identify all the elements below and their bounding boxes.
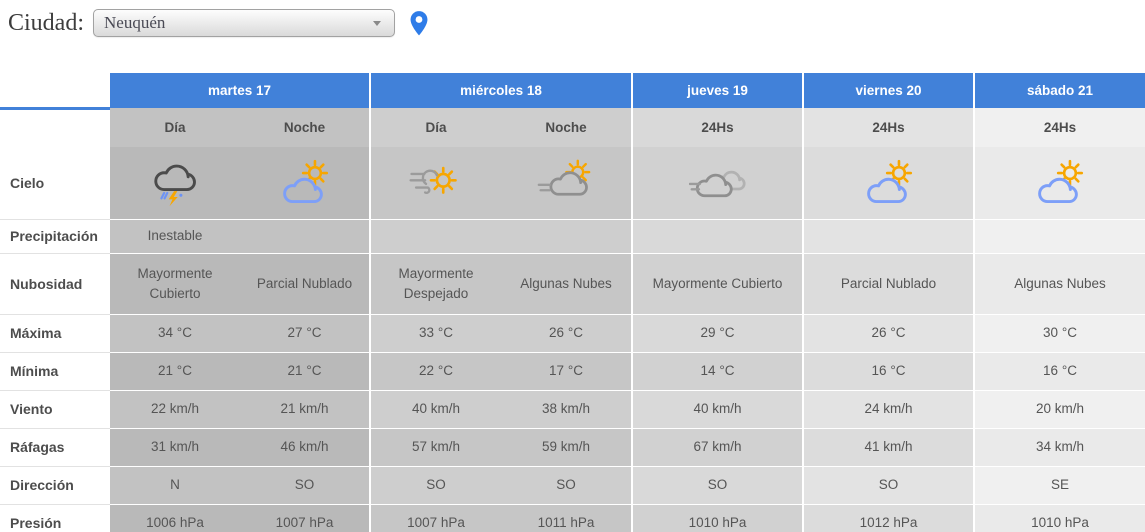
table-row — [0, 504, 1145, 532]
clouds-wind-icon — [632, 147, 803, 220]
period-header-row — [0, 108, 1145, 147]
cell-value: 1007 hPa — [240, 504, 370, 532]
cell-value: 21 km/h — [240, 390, 370, 428]
cell-value: 26 °C — [501, 314, 632, 352]
cell-value: 16 °C — [974, 352, 1145, 390]
table-row — [0, 147, 1145, 220]
row-label: Mínima — [0, 352, 110, 390]
period-header: Día — [110, 108, 240, 147]
cell-value: 17 °C — [501, 352, 632, 390]
row-label: Máxima — [0, 314, 110, 352]
cell-value: N — [110, 466, 240, 504]
cell-value: Mayormente Despejado — [370, 253, 501, 314]
cell-value: Mayormente Cubierto — [632, 253, 803, 314]
cell-value: 1011 hPa — [501, 504, 632, 532]
cell-value: Parcial Nublado — [240, 253, 370, 314]
cell-value — [370, 219, 501, 253]
row-label: Nubosidad — [0, 253, 110, 314]
cell-value: 1012 hPa — [803, 504, 974, 532]
sun-cloud-icon — [803, 147, 974, 220]
cell-value: SO — [803, 466, 974, 504]
city-select[interactable] — [93, 9, 395, 37]
day-header: jueves 19 — [632, 73, 803, 108]
cell-value: 22 °C — [370, 352, 501, 390]
cell-value: 40 km/h — [632, 390, 803, 428]
sun-wind-icon — [370, 147, 501, 220]
cell-value: 26 °C — [803, 314, 974, 352]
cell-value: 34 km/h — [974, 428, 1145, 466]
row-label: Precipitación — [0, 219, 110, 253]
cell-value: 22 km/h — [110, 390, 240, 428]
table-corner-sub — [0, 108, 110, 147]
cell-value: 21 °C — [240, 352, 370, 390]
cell-value: 57 km/h — [370, 428, 501, 466]
cell-value: 59 km/h — [501, 428, 632, 466]
day-header: miércoles 18 — [370, 73, 632, 108]
cell-value: 46 km/h — [240, 428, 370, 466]
cell-value: Mayormente Cubierto — [110, 253, 240, 314]
cell-value: 1007 hPa — [370, 504, 501, 532]
sun-cloud-icon — [974, 147, 1145, 220]
cell-value — [501, 219, 632, 253]
cell-value: 31 km/h — [110, 428, 240, 466]
table-corner — [0, 73, 110, 108]
forecast-table-head — [0, 73, 1145, 147]
row-label: Ráfagas — [0, 428, 110, 466]
table-row — [0, 352, 1145, 390]
cell-value: SO — [632, 466, 803, 504]
forecast-table-body — [0, 147, 1145, 532]
cell-value: 38 km/h — [501, 390, 632, 428]
table-row — [0, 253, 1145, 314]
period-header: Día — [370, 108, 501, 147]
cell-value: SE — [974, 466, 1145, 504]
cell-value: SO — [370, 466, 501, 504]
cell-value: Algunas Nubes — [501, 253, 632, 314]
period-header: 24Hs — [632, 108, 803, 147]
location-pin-icon[interactable] — [408, 9, 430, 38]
cell-value: SO — [501, 466, 632, 504]
cell-value: 1006 hPa — [110, 504, 240, 532]
cell-value: 16 °C — [803, 352, 974, 390]
day-header: sábado 21 — [974, 73, 1145, 108]
cell-value: Inestable — [110, 219, 240, 253]
storm-icon — [110, 147, 240, 220]
day-header: viernes 20 — [803, 73, 974, 108]
row-label: Presión — [0, 504, 110, 532]
sun-cloud-icon — [240, 147, 370, 220]
cell-value: 24 km/h — [803, 390, 974, 428]
cell-value: 21 °C — [110, 352, 240, 390]
cell-value — [632, 219, 803, 253]
cell-value — [974, 219, 1145, 253]
cell-value: 27 °C — [240, 314, 370, 352]
table-row — [0, 390, 1145, 428]
cell-value: 29 °C — [632, 314, 803, 352]
cell-value: 41 km/h — [803, 428, 974, 466]
cell-value: 33 °C — [370, 314, 501, 352]
city-selector-bar — [0, 6, 430, 40]
day-header: martes 17 — [110, 73, 370, 108]
row-label: Dirección — [0, 466, 110, 504]
cell-value: Algunas Nubes — [974, 253, 1145, 314]
cell-value: 67 km/h — [632, 428, 803, 466]
cell-value: 30 °C — [974, 314, 1145, 352]
period-header: 24Hs — [974, 108, 1145, 147]
cell-value — [240, 219, 370, 253]
cloud-sun-wind-icon — [501, 147, 632, 220]
city-label: Ciudad: — [8, 9, 84, 36]
cell-value — [803, 219, 974, 253]
table-row — [0, 219, 1145, 253]
cell-value: SO — [240, 466, 370, 504]
cell-value: 40 km/h — [370, 390, 501, 428]
row-label: Viento — [0, 390, 110, 428]
chevron-down-icon — [373, 21, 381, 26]
day-header-row — [0, 73, 1145, 108]
forecast-table — [0, 73, 1145, 532]
table-row — [0, 428, 1145, 466]
period-header: Noche — [501, 108, 632, 147]
cell-value: Parcial Nublado — [803, 253, 974, 314]
cell-value: 34 °C — [110, 314, 240, 352]
period-header: Noche — [240, 108, 370, 147]
table-row — [0, 466, 1145, 504]
period-header: 24Hs — [803, 108, 974, 147]
cell-value: 1010 hPa — [632, 504, 803, 532]
table-row — [0, 314, 1145, 352]
row-label: Cielo — [0, 147, 110, 220]
cell-value: 20 km/h — [974, 390, 1145, 428]
cell-value: 1010 hPa — [974, 504, 1145, 532]
cell-value: 14 °C — [632, 352, 803, 390]
city-select-value: Neuquén — [104, 13, 166, 32]
